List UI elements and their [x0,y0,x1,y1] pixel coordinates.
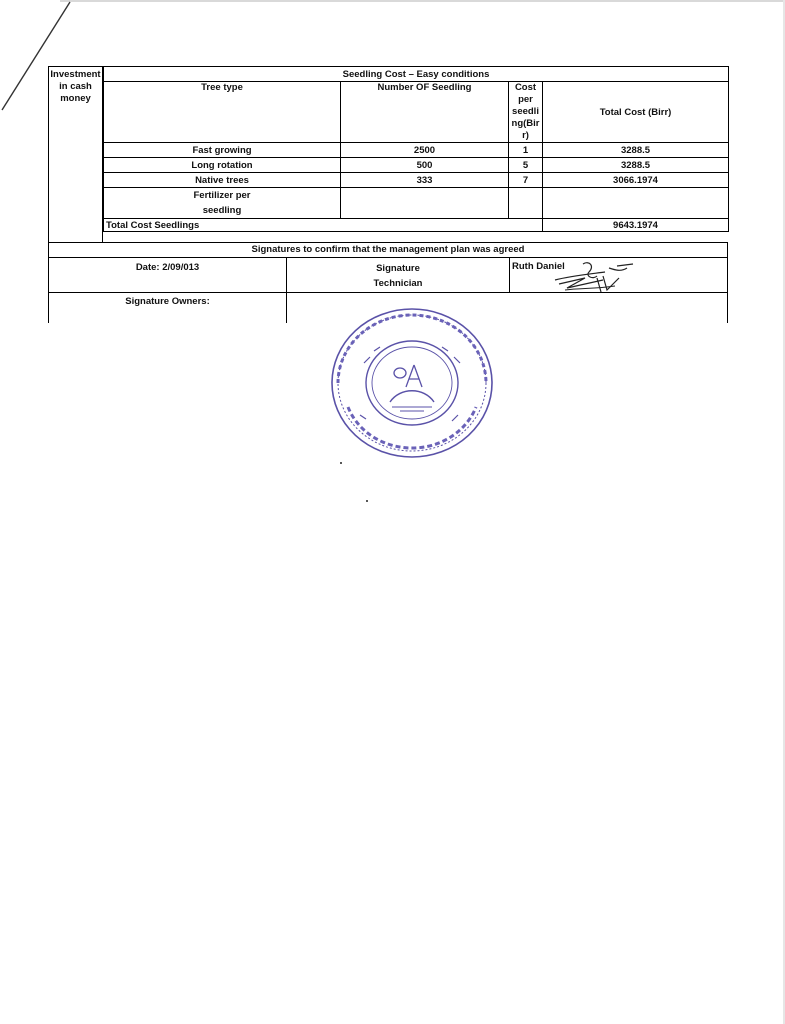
cost-header-line: seedli [512,106,539,117]
technician-name: Ruth Daniel [512,261,565,272]
row-number: 500 [341,158,509,173]
fertilizer-line-1: Fertilizer per [193,190,251,201]
header-number-seedling: Number OF Seedling [341,82,509,143]
row-total: 3066.1974 [543,173,729,188]
row-number: 333 [341,173,509,188]
fertilizer-number [341,188,509,219]
signature-technician-cell [286,258,510,292]
scan-speck [340,462,342,464]
investment-column [48,66,103,242]
fertilizer-label [104,188,341,219]
row-total: 3288.5 [543,158,729,173]
investment-line-1: Investment [50,69,101,80]
total-cost-value: 9643.1974 [543,219,729,232]
row-tree-type: Fast growing [104,143,341,158]
cost-header-line: r) [522,130,529,141]
page-top-edge [60,0,785,2]
cost-header-line: ng(Bir [511,118,540,129]
row-total: 3288.5 [543,143,729,158]
signature-owners-label: Signature Owners: [125,296,210,307]
official-stamp [330,307,495,459]
fertilizer-line-2: seedling [202,205,242,216]
table-title: Seedling Cost – Easy conditions [104,67,729,82]
row-cost: 5 [509,158,543,173]
row-cost: 7 [509,173,543,188]
row-tree-type: Long rotation [104,158,341,173]
header-total-cost: Total Cost (Birr) [543,82,729,143]
owners-divider [286,293,287,323]
header-tree-type: Tree type [104,82,341,143]
fertilizer-total [543,188,729,219]
technician-label: Technician [373,278,423,289]
handwritten-signature [545,258,640,298]
row-tree-type: Native trees [104,173,341,188]
scan-speck [366,500,368,502]
cost-header-line: Cost [514,82,537,93]
fertilizer-cost [509,188,543,219]
investment-line-2: in cash [59,81,92,92]
table-row [104,143,729,158]
row-number: 2500 [341,143,509,158]
investment-line-3: money [60,93,91,104]
seedling-cost-table [103,66,729,232]
total-cost-label: Total Cost Seedlings [104,219,543,232]
row-cost: 1 [509,143,543,158]
table-row [104,158,729,173]
signatures-title: Signatures to confirm that the management plan was agreed [48,242,728,258]
fertilizer-row [104,188,729,219]
table-row [104,173,729,188]
date-field: Date: 2/09/013 [135,262,200,273]
header-cost-per-seedling [509,82,543,143]
cost-header-line: per [518,94,533,105]
signature-label: Signature [376,263,420,274]
total-row [104,219,729,232]
